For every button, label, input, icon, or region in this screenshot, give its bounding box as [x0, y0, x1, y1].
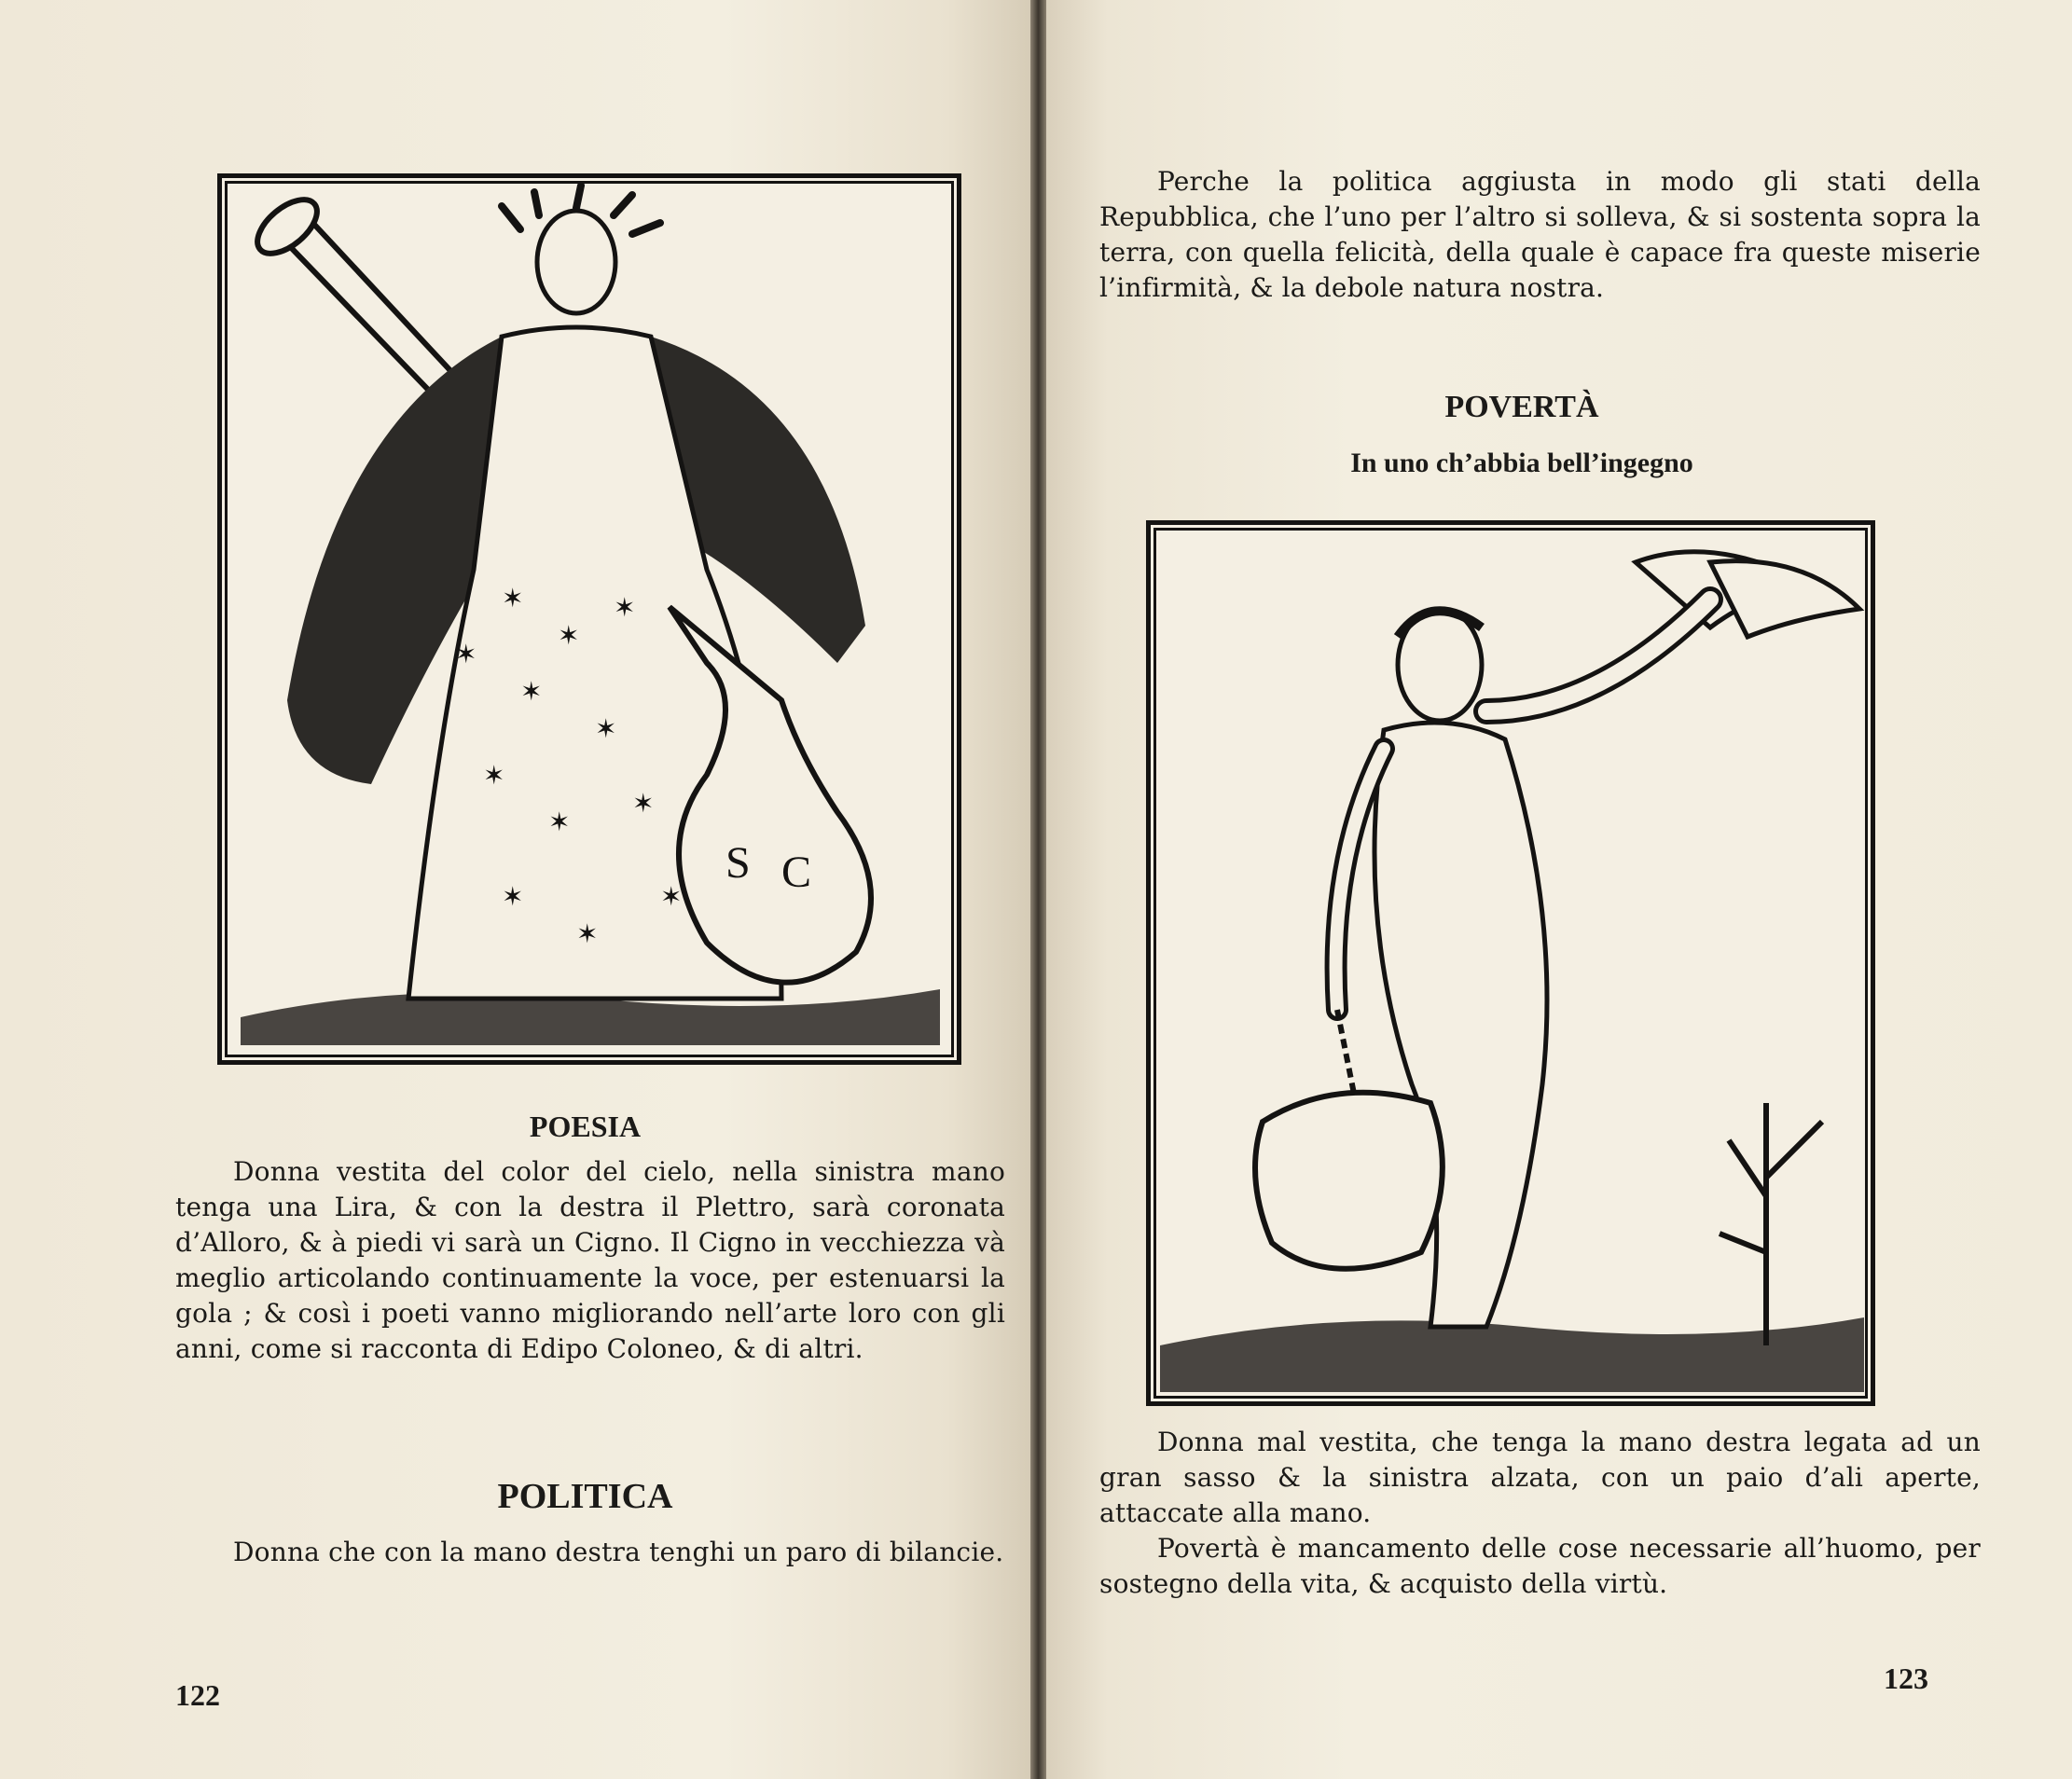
svg-text:✶: ✶ [660, 881, 683, 912]
left-page [0, 0, 1030, 1779]
politica-heading: POLITICA [497, 1477, 673, 1516]
poverta-explanation: Povertà è mancamento delle cose necessarie all’huomo, per sostegno della vita, & acquisto della virtù. [1099, 1533, 1981, 1599]
poesia-woodcut [217, 173, 961, 1065]
politica-text [175, 1535, 1005, 1570]
poesia-description: Donna vestita del color del cielo, nella sinistra mano tenga una Lira, & con la destra il Plettro, sarà coronata d’Alloro, & à piedi vi sarà un Cigno. Il Cigno in vecchiezza và meglio articolando continuamente la voce, per estenuarsi la gola ; & così i poeti vanno migliorando nell’arte loro con gli anni, come si racconta di Edipo Coloneo, & di altri. [175, 1156, 1005, 1364]
svg-text:✶: ✶ [502, 881, 524, 912]
svg-text:✶: ✶ [632, 788, 655, 819]
svg-text:✶: ✶ [548, 807, 571, 837]
page-number-right: 123 [1884, 1662, 1928, 1695]
svg-text:✶: ✶ [483, 760, 505, 791]
politica-continued-text [1099, 164, 1981, 306]
poverta-subtitle: In uno ch’abbia bell’ingegno [1350, 448, 1693, 478]
svg-text:✶: ✶ [502, 583, 524, 614]
svg-text:C: C [781, 848, 812, 897]
poverta-text [1099, 1425, 1981, 1602]
right-page [1046, 0, 2072, 1779]
poverta-figure-illustration [1151, 525, 1871, 1401]
book-gutter [1030, 0, 1046, 1779]
poesia-text [175, 1154, 1005, 1367]
svg-text:✶: ✶ [614, 592, 636, 623]
poverta-woodcut [1146, 520, 1875, 1406]
svg-text:✶: ✶ [576, 918, 599, 949]
svg-text:✶: ✶ [520, 676, 543, 707]
politica-description: Donna che con la mano destra tenghi un paro di bilancie. [233, 1537, 1004, 1567]
page-number-left: 122 [175, 1678, 220, 1712]
poesia-heading: POESIA [529, 1110, 642, 1143]
poverta-heading: POVERTÀ [1444, 390, 1599, 424]
politica-continued-paragraph: Perche la politica aggiusta in modo gli stati della Repubblica, che l’uno per l’altro si solleva, & si sostenta sopra la terra, con quella felicità, della quale è capace fra queste miserie l’infirmità, & la debole natura nostra. [1099, 166, 1981, 303]
poesia-figure-illustration [222, 178, 957, 1060]
svg-text:S: S [725, 838, 751, 888]
svg-text:✶: ✶ [558, 620, 580, 651]
poverta-description: Donna mal vestita, che tenga la mano destra legata ad un gran sasso & la sinistra alzata, con un paio d’ali aperte, attaccate alla mano. [1099, 1427, 1981, 1528]
svg-text:✶: ✶ [595, 713, 617, 744]
svg-text:✶: ✶ [455, 639, 477, 669]
